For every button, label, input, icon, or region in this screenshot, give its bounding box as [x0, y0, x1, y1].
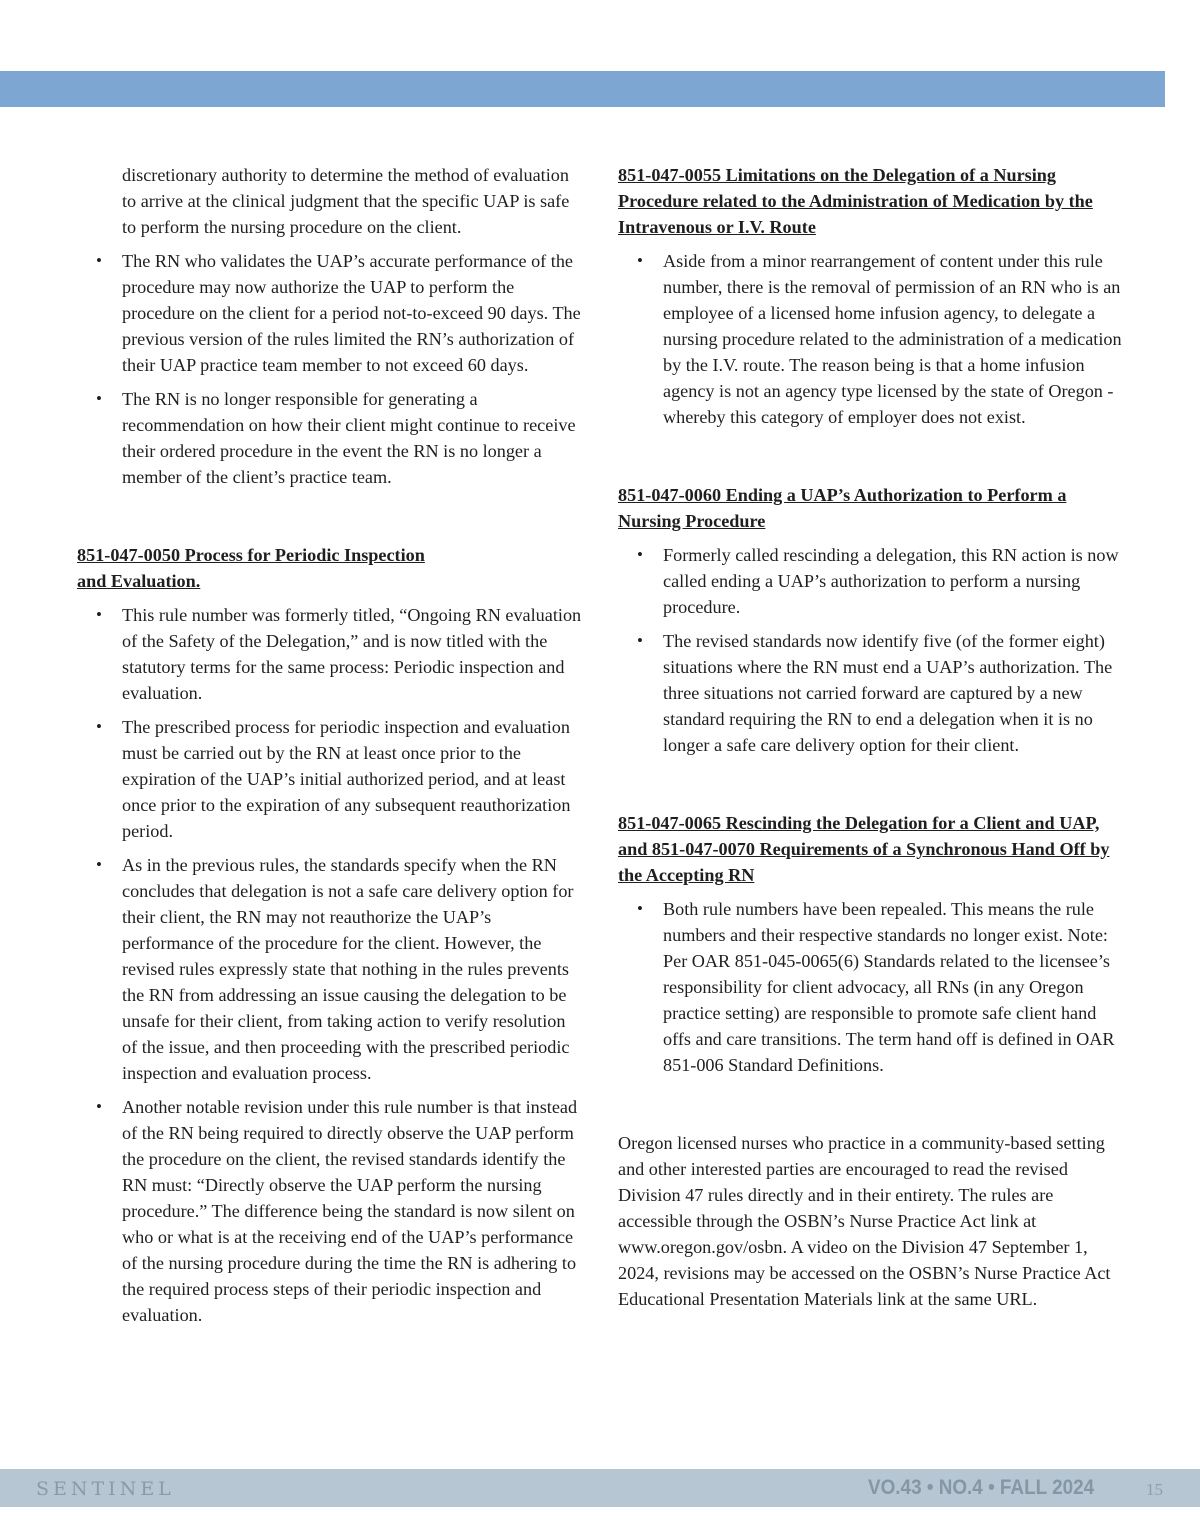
heading-line: and Evaluation. — [77, 571, 201, 591]
list-item: • Aside from a minor rearrangement of content under this rule number, there is the removal of permission of an RN who is an employee of a licensed home infusion agency, to delegate a nursing procedure related to the administration of a medication by the I.V. route. The reason being is that a home infusion agency is not an agency type licensed by the state of Oregon - whereby this category of employer does not exist. — [663, 248, 1124, 430]
list-item: • As in the previous rules, the standards specify when the RN concludes that delegation is not a safe care delivery option for their client, the RN may not reauthorize the UAP’s performance of the procedure for the client. However, the revised rules expressly state that nothing in the rules prevents the RN from addressing an issue causing the delegation to be unsafe for their client, from taking action to verify resolution of the issue, and then proceeding with the prescribed periodic inspection and evaluation process. — [122, 852, 583, 1086]
bullet-list-intro — [77, 248, 583, 490]
page-number: 15 — [1146, 1480, 1163, 1499]
header-color-band — [0, 71, 1165, 107]
left-column — [77, 162, 583, 1336]
right-column — [618, 162, 1124, 1312]
intro-paragraph: discretionary authority to determine the method of evaluation to arrive at the clinical judgment that the specific UAP is safe to perform the nursing procedure on the client. — [122, 165, 570, 237]
list-item: • This rule number was formerly titled, “Ongoing RN evaluation of the Safety of the Delegation,” and is now titled with the statutory terms for the same process: Periodic inspection and evaluation. — [122, 602, 583, 706]
list-item: • The RN is no longer responsible for generating a recommendation on how their client might continue to receive their ordered procedure in the event the RN is no longer a member of the client’s practice team. — [122, 386, 583, 490]
list-item: • The revised standards now identify five (of the former eight) situations where the RN must end a UAP’s authorization. The three situations not carried forward are captured by a new standard requiring the RN to end a delegation when it is no longer a safe care delivery option for their client. — [663, 628, 1124, 758]
closing-paragraph: Oregon licensed nurses who practice in a community-based setting and other interested parties are encouraged to read the revised Division 47 rules directly and in their entirety. The rules are accessible through the OSBN’s Nurse Practice Act link at www.oregon.gov/osbn. A video on the Division 47 September 1, 2024, revisions may be accessed on the OSBN’s Nurse Practice Act Educational Presentation Materials link at the same URL. — [618, 1133, 1111, 1309]
bullet-list-0065 — [618, 896, 1124, 1078]
list-item: • The RN who validates the UAP’s accurate performance of the procedure may now authorize the UAP to perform the procedure on the client for a period not-to-exceed 90 days. The previous version of the rules limited the RN’s authorization of their UAP practice team member to not exceed 60 days. — [122, 248, 583, 378]
list-item: • Both rule numbers have been repealed. This means the rule numbers and their respective standards no longer exist. Note: Per OAR 851-045-0065(6) Standards related to the licensee’s responsibility for client advocacy, all RNs (in any Oregon practice setting) are responsible to promote safe client hand offs and care transitions. The term hand off is defined in OAR 851-006 Standard Definitions. — [663, 896, 1124, 1078]
bullet-list-0055 — [618, 248, 1124, 430]
bullet-list-0050 — [77, 602, 583, 1328]
section-heading-0050 — [77, 542, 583, 594]
list-item: • The prescribed process for periodic inspection and evaluation must be carried out by the RN at least once prior to the expiration of the UAP’s initial authorized period, and at least once prior to the expiration of any subsequent reauthorization period. — [122, 714, 583, 844]
list-item: • Formerly called rescinding a delegation, this RN action is now called ending a UAP’s authorization to perform a nursing procedure. — [663, 542, 1124, 620]
section-heading-0055: 851-047-0055 Limitations on the Delegation of a Nursing Procedure related to the Administration of Medication by the Intravenous or I.V. Route — [618, 165, 1093, 237]
section-heading-0060: 851-047-0060 Ending a UAP’s Authorization to Perform a Nursing Procedure — [618, 485, 1067, 531]
bullet-list-0060 — [618, 542, 1124, 758]
section-heading-0065: 851-047-0065 Rescinding the Delegation for a Client and UAP, and 851-047-0070 Requirements of a Synchronous Hand Off by the Accepting RN — [618, 813, 1110, 885]
publication-name: SENTINEL — [36, 1478, 175, 1500]
list-item: • Another notable revision under this rule number is that instead of the RN being required to directly observe the UAP perform the procedure on the client, the revised standards identify the RN must: “Directly observe the UAP perform the nursing procedure.” The difference being the standard is now silent on who or what is at the receiving end of the UAP’s performance of the nursing procedure during the time the RN is adhering to the required process steps of their periodic inspection and evaluation. — [122, 1094, 583, 1328]
issue-info: VO.43 • NO.4 • FALL 2024 — [868, 1476, 1095, 1499]
heading-line: 851-047-0050 Process for Periodic Inspection — [77, 545, 425, 565]
